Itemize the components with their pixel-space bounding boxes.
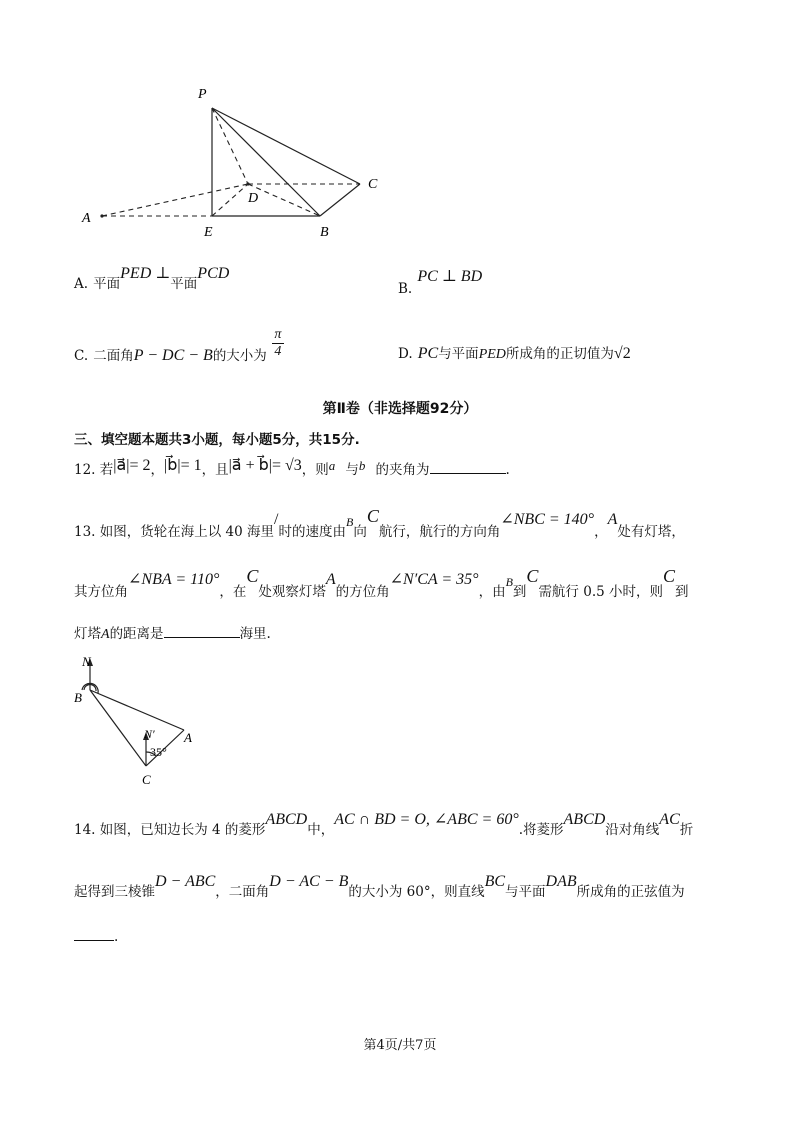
option-d-text2: 所成角的正切值为: [505, 346, 614, 362]
option-b: [398, 268, 483, 297]
option-d-sqrt: √2: [613, 345, 631, 362]
label-D: D: [248, 191, 259, 206]
option-b-letter: B.: [398, 281, 413, 297]
question-13-line1: [74, 506, 685, 540]
q12-m1: |a⃗|= 2: [113, 457, 151, 474]
q13-mC2: C: [246, 566, 259, 586]
q12-num: 12. 若: [74, 462, 114, 478]
option-d-math2: PED: [478, 347, 506, 362]
page-footer: 第4页/共7页: [363, 1038, 437, 1053]
q13-l2g: 需航行 0.5 小时，则: [538, 584, 663, 600]
option-c-fraction: [272, 328, 284, 359]
question-12: [74, 458, 510, 479]
q14-l2e: 所成角的正弦值为: [576, 884, 685, 900]
label-A: A: [82, 211, 91, 226]
q13-l2h: 到: [675, 584, 689, 600]
q13-l2e: ，由: [478, 584, 506, 600]
q13-l1b: 时的速度由: [278, 524, 346, 540]
q14-answer-blank[interactable]: [74, 924, 114, 941]
q13-l2d: 的方位角: [335, 584, 390, 600]
q12-m4: a⃗: [328, 458, 346, 473]
label-E: E: [204, 225, 213, 240]
option-c-text1: 二面角: [93, 348, 134, 364]
q13-l2a: 其方位角: [74, 584, 128, 600]
q14-l2c: 的大小为 60°，则直线: [348, 884, 485, 900]
q14-m2: AC ∩ BD = O, ∠ABC = 60°: [334, 811, 519, 828]
option-c-math: P − DC − B: [133, 347, 213, 364]
option-a-math1: PED ⊥: [120, 265, 171, 282]
q14-l1b: 中，: [307, 822, 335, 838]
q13-angle2: ∠NBA = 110°: [128, 571, 220, 588]
q12-m3: |a⃗ + b⃗|= √3: [228, 457, 302, 474]
q14-m3: ABCD: [563, 811, 606, 828]
label-B: B: [320, 225, 329, 240]
option-d-letter: D.: [398, 346, 413, 362]
q14-m5: D − ABC: [155, 873, 216, 890]
q12-s3: ，则: [301, 462, 329, 478]
q13-l2f: 到: [512, 584, 527, 600]
label-angle-35: 35°: [150, 745, 167, 759]
option-b-math: PC ⊥ BD: [417, 268, 483, 285]
q13-mB2: B: [505, 575, 513, 589]
q13-l2b: ，在: [219, 584, 247, 600]
q14-l2d: 与平面: [505, 884, 546, 900]
q13-angle3: ∠N′CA = 35°: [389, 571, 479, 588]
option-c-letter: C.: [74, 348, 89, 364]
q12-end: .: [505, 462, 510, 478]
label-N: N: [82, 654, 91, 669]
q14-m4: AC: [659, 811, 680, 828]
section-title: 第Ⅱ卷（非选择题92分）: [322, 401, 478, 417]
q14-m1: ABCD: [265, 811, 308, 828]
q13-l1d: 航行，航行的方向角: [378, 524, 501, 540]
q12-m5: b⃗: [358, 458, 376, 473]
fraction-denominator: 4: [274, 344, 282, 359]
q13-l1f: 处有灯塔，: [617, 524, 685, 540]
q12-answer-blank[interactable]: [430, 473, 506, 474]
label-P: P: [198, 87, 207, 102]
q14-l1e: 折: [679, 822, 694, 838]
label-A2: A: [184, 730, 192, 745]
fraction-numerator: π: [274, 327, 282, 342]
pyramid-figure: [70, 78, 400, 248]
question-14-line1: [74, 808, 694, 838]
q13-l1a: 13. 如图，货轮在海上以 40 海里: [74, 524, 275, 540]
q14-end: .: [114, 929, 119, 945]
q14-l2b: ，二面角: [215, 884, 270, 900]
q14-l2a: 起得到三棱锥: [74, 884, 155, 900]
q12-s5: 的夹角为: [375, 462, 430, 478]
q13-l1e: ，: [594, 524, 608, 540]
q14-m7: BC: [484, 873, 506, 890]
option-a-word2: 平面: [170, 276, 198, 292]
q13-angle1: ∠NBC = 140°: [500, 511, 595, 528]
q13-answer-blank[interactable]: [164, 637, 240, 638]
q13-l1c: 向: [353, 524, 367, 540]
label-N-prime: N′: [144, 727, 155, 741]
q13-mC3: C: [526, 566, 539, 586]
q13-mA3: A: [101, 627, 110, 642]
q13-mC: C: [366, 506, 379, 526]
label-B2: B: [74, 690, 82, 705]
q13-slash: /: [274, 511, 279, 528]
option-d-math1: PC: [417, 345, 439, 362]
navigation-figure: [70, 650, 210, 790]
q13-mC4: C: [663, 566, 676, 586]
option-d-text1: 与平面: [438, 346, 479, 362]
question-13-line3: [74, 622, 271, 643]
part-title: 三、填空题本题共3小题，每小题5分，共15分.: [74, 432, 360, 448]
q13-mA: A: [607, 511, 618, 528]
label-C2: C: [142, 772, 151, 787]
q13-mB: B: [345, 515, 354, 529]
option-a-math2: PCD: [197, 265, 230, 282]
option-a-letter: A.: [74, 276, 89, 292]
q12-m2: |b⃗|= 1: [164, 457, 202, 474]
q13-l2c: 处观察灯塔: [258, 584, 326, 600]
question-14-line3: [74, 924, 118, 945]
option-c: [74, 327, 284, 364]
option-c-text2: 的大小为: [212, 348, 267, 364]
option-d: [398, 342, 631, 363]
label-C: C: [368, 177, 378, 192]
q14-l1a: 14. 如图，已知边长为 4 的菱形: [74, 822, 266, 838]
q13-l3a: 灯塔: [74, 626, 101, 642]
q12-s1: ，: [150, 462, 164, 478]
q13-mA2: A: [325, 571, 336, 588]
question-13-line2: [74, 566, 689, 600]
q13-l3b: 的距离是: [109, 626, 164, 642]
q13-l3c: 海里.: [239, 626, 271, 642]
q12-s2: ，且: [201, 462, 229, 478]
option-a-word1: 平面: [93, 276, 121, 292]
q14-m8: DAB: [545, 873, 577, 890]
q14-m6: D − AC − B: [269, 873, 349, 890]
q14-l1c: .将菱形: [518, 822, 564, 838]
q14-l1d: 沿对角线: [605, 822, 660, 838]
q12-s4: 与: [345, 462, 359, 478]
option-a: [74, 265, 230, 293]
